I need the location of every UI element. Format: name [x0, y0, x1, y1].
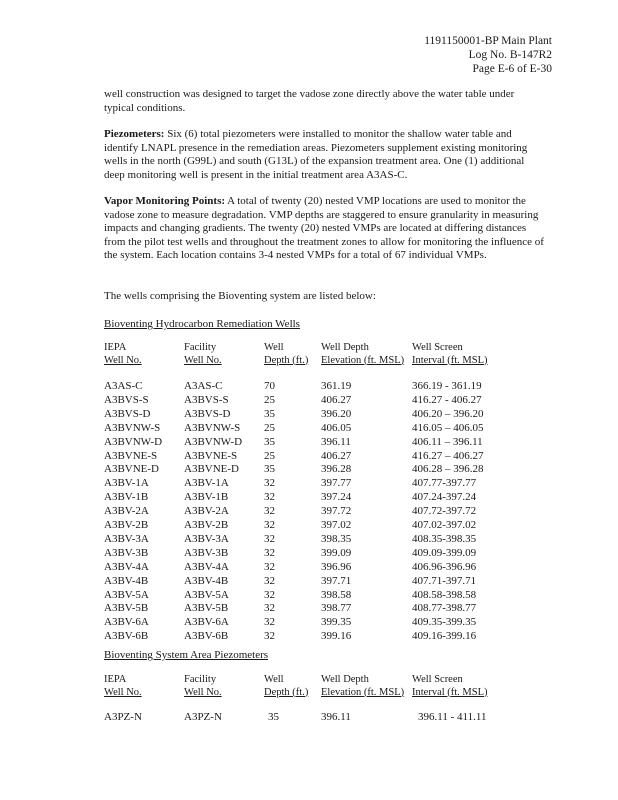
cell-well-depth: 32: [264, 505, 275, 518]
cell-facility-well-no: A3BV-5A: [184, 588, 229, 601]
piezometers-text: Six (6) total piezometers were installed to monitor the shallow water table and identify LNAPL presence in the remediation areas. Piezometers supplement existing monitoring wells in the north (G99L) and south (G13L) of the expansion treatment area. One (1) additional deep monitoring well is present in the initial treatment area A3AS-C.: [104, 128, 528, 181]
cell-screen-interval: 407.24-397.24: [412, 491, 477, 504]
table1-header-screen: [412, 342, 488, 367]
intro-paragraph: well construction was designed to target the vadose zone directly above the water table under typical conditions.: [104, 88, 515, 114]
cell-screen-interval: 407.72-397.72: [412, 505, 477, 518]
cell-well-depth: 32: [264, 574, 275, 587]
cell-screen-interval: 406.11 – 396.11: [412, 435, 483, 448]
header-text: IEPA: [104, 342, 127, 353]
cell-facility-well-no: A3BVS-S: [184, 393, 229, 406]
cell-iepa-well-no: A3BV-1B: [104, 491, 149, 504]
cell-elevation: 396.96: [321, 560, 352, 573]
cell-well-depth: 32: [264, 588, 275, 601]
cell-screen-interval: 409.35-399.35: [412, 616, 477, 629]
cell-screen-interval: 407.02-397.02: [412, 519, 477, 531]
cell-facility-well-no: A3BVNE-S: [184, 449, 238, 462]
cell-iepa-well-no: A3BV-2A: [104, 505, 149, 518]
cell-well-depth: 35: [264, 463, 275, 476]
header-text: Well Screen: [412, 674, 463, 685]
header-text: Well No.: [104, 686, 142, 698]
cell-screen-interval: 366.19 - 361.19: [412, 380, 482, 392]
cell-elevation: 396.20: [321, 407, 352, 420]
cell-elevation: 398.77: [321, 602, 352, 615]
cell-well-depth: 35: [264, 435, 275, 448]
table2-title: Bioventing System Area Piezometers: [104, 649, 269, 661]
piezometers-label: Piezometers:: [104, 128, 165, 140]
vmp-label: Vapor Monitoring Points:: [104, 195, 226, 207]
cell-facility-well-no: A3BV-5B: [184, 602, 229, 615]
cell-screen-interval: 407.71-397.71: [412, 574, 477, 587]
cell-elevation: 399.35: [321, 616, 352, 629]
cell-elevation: 397.72: [321, 505, 352, 518]
piezometers-paragraph: [104, 128, 546, 182]
cell-facility-well-no: A3BV-3B: [184, 546, 229, 559]
cell-facility-well-no: A3BV-4B: [184, 574, 229, 587]
cell-iepa-well-no: A3BVNW-S: [104, 421, 161, 434]
header-text: Interval (ft. MSL): [412, 686, 488, 698]
cell-iepa-well-no: A3BVNE-S: [104, 449, 158, 462]
vmp-paragraph: [104, 195, 546, 263]
table1-header-facility: [184, 342, 222, 367]
cell-well-depth: 32: [264, 630, 275, 643]
cell-screen-interval: 407.77-397.77: [412, 477, 477, 490]
cell-iepa-well-no: A3AS-C: [104, 380, 143, 392]
cell-elevation: 397.24: [321, 491, 352, 504]
piezometers-table: [104, 674, 524, 734]
cell-elevation: 399.16: [321, 630, 352, 643]
cell-iepa-well-no: A3BVNW-D: [104, 435, 163, 448]
header-text: Well Depth: [321, 674, 369, 685]
cell-facility-well-no: A3BV-3A: [184, 532, 229, 545]
cell-well-depth: 32: [264, 602, 275, 615]
cell-iepa-well-no: A3BV-4A: [104, 560, 149, 573]
cell-facility-well-no: A3BV-1A: [184, 477, 229, 490]
table1-header-depth: [264, 342, 308, 367]
cell-elevation: 396.11: [321, 711, 351, 723]
cell-well-depth: 32: [264, 532, 275, 545]
cell-well-depth: 25: [264, 393, 275, 406]
cell-well-depth: 70: [264, 380, 275, 392]
cell-screen-interval: 406.96-396.96: [412, 560, 477, 573]
cell-iepa-well-no: A3BV-5A: [104, 588, 149, 601]
cell-iepa-well-no: A3BV-1A: [104, 477, 149, 490]
header-text: Well: [264, 674, 284, 685]
cell-facility-well-no: A3BV-6B: [184, 630, 229, 643]
cell-elevation: 397.71: [321, 574, 352, 587]
cell-facility-well-no: A3AS-C: [184, 380, 223, 392]
cell-iepa-well-no: A3BV-6A: [104, 616, 149, 629]
cell-elevation: 398.35: [321, 532, 352, 545]
cell-iepa-well-no: A3BVS-D: [104, 407, 151, 420]
cell-screen-interval: 408.35-398.35: [412, 532, 477, 545]
cell-screen-interval: 396.11 - 411.11: [418, 711, 487, 723]
cell-iepa-well-no: A3BV-5B: [104, 602, 149, 615]
cell-well-depth: 25: [264, 449, 275, 462]
header-text: Well Depth: [321, 342, 369, 353]
cell-well-depth: 35: [268, 711, 279, 723]
cell-screen-interval: 416.27 - 406.27: [412, 393, 482, 406]
cell-elevation: 397.02: [321, 519, 352, 531]
cell-elevation: 396.28: [321, 463, 352, 476]
header-text: Well No.: [184, 686, 222, 698]
table2-header-iepa: [104, 674, 142, 699]
cell-well-depth: 35: [264, 407, 275, 420]
header-text: Depth (ft.): [264, 686, 309, 698]
header-text: Interval (ft. MSL): [412, 354, 488, 366]
table2-header-screen: [412, 674, 488, 699]
cell-elevation: 396.11: [321, 435, 351, 448]
cell-well-depth: 32: [264, 616, 275, 629]
table1-header-iepa: [104, 342, 142, 367]
cell-facility-well-no: A3BVNE-D: [184, 463, 239, 476]
cell-well-depth: 32: [264, 491, 275, 504]
cell-iepa-well-no: A3BVS-S: [104, 393, 149, 406]
header-text: Elevation (ft. MSL): [321, 354, 405, 366]
cell-screen-interval: 408.77-398.77: [412, 602, 477, 615]
cell-well-depth: 32: [264, 477, 275, 490]
vmp-text: A total of twenty (20) nested VMP locations are used to monitor the vadose zone to measure degradation. VMP depths are staggered to ensure granularity in measuring impacts and changing gradients. The twenty (20) nested VMPs are located at differing distances from the pilot test wells and throughout the treatment zones to allow for monitoring the influence of the system. Each location contains 3-4 nested VMPs for a total of 67 individual VMPs.: [104, 195, 544, 262]
cell-facility-well-no: A3BV-6A: [184, 616, 229, 629]
cell-iepa-well-no: A3BV-6B: [104, 630, 149, 643]
cell-well-depth: 25: [264, 421, 275, 434]
cell-well-depth: 32: [264, 560, 275, 573]
header-log-number: Log No. B-147R2: [468, 49, 552, 61]
remediation-wells-table: [104, 342, 524, 642]
cell-elevation: 361.19: [321, 380, 352, 392]
cell-facility-well-no: A3BVNW-S: [184, 421, 241, 434]
cell-facility-well-no: A3BV-1B: [184, 491, 229, 504]
cell-facility-well-no: A3BV-4A: [184, 560, 229, 573]
table2-header-depth: [264, 674, 308, 699]
table2-header-elevation: [321, 674, 404, 699]
cell-elevation: 406.27: [321, 449, 352, 462]
header-text: Depth (ft.): [264, 354, 309, 366]
table1-title: Bioventing Hydrocarbon Remediation Wells: [104, 318, 300, 330]
table1-header-elevation: [321, 342, 404, 367]
cell-iepa-well-no: A3PZ-N: [104, 711, 142, 723]
header-text: IEPA: [104, 674, 127, 685]
cell-iepa-well-no: A3BVNE-D: [104, 463, 159, 476]
cell-screen-interval: 416.27 – 406.27: [412, 449, 484, 462]
cell-facility-well-no: A3BVNW-D: [184, 435, 243, 448]
header-text: Well No.: [184, 354, 222, 366]
cell-well-depth: 32: [264, 519, 275, 531]
table2-header-facility: [184, 674, 222, 699]
cell-facility-well-no: A3BV-2B: [184, 519, 229, 531]
cell-screen-interval: 406.28 – 396.28: [412, 463, 484, 476]
cell-elevation: 397.77: [321, 477, 352, 490]
cell-screen-interval: 416.05 – 406.05: [412, 421, 484, 434]
header-text: Facility: [184, 342, 217, 353]
cell-screen-interval: 409.09-399.09: [412, 546, 477, 559]
cell-iepa-well-no: A3BV-2B: [104, 519, 149, 531]
header-text: Well Screen: [412, 342, 463, 353]
cell-iepa-well-no: A3BV-3B: [104, 546, 149, 559]
header-text: Well No.: [104, 354, 142, 366]
cell-iepa-well-no: A3BV-3A: [104, 532, 149, 545]
wells-intro-paragraph: The wells comprising the Bioventing system are listed below:: [104, 290, 376, 302]
cell-screen-interval: 408.58-398.58: [412, 588, 477, 601]
cell-iepa-well-no: A3BV-4B: [104, 574, 149, 587]
cell-facility-well-no: A3BV-2A: [184, 505, 229, 518]
header-project: 1191150001-BP Main Plant: [424, 35, 552, 47]
cell-facility-well-no: A3PZ-N: [184, 711, 222, 723]
header-text: Elevation (ft. MSL): [321, 686, 405, 698]
cell-elevation: 398.58: [321, 588, 352, 601]
cell-elevation: 406.05: [321, 421, 352, 434]
cell-elevation: 399.09: [321, 546, 352, 559]
header-text: Facility: [184, 674, 217, 685]
header-text: Well: [264, 342, 284, 353]
cell-elevation: 406.27: [321, 393, 352, 406]
cell-screen-interval: 406.20 – 396.20: [412, 407, 484, 420]
header-page-number: Page E-6 of E-30: [472, 63, 552, 75]
page-header: [424, 34, 552, 76]
cell-facility-well-no: A3BVS-D: [184, 407, 231, 420]
cell-well-depth: 32: [264, 546, 275, 559]
cell-screen-interval: 409.16-399.16: [412, 630, 477, 643]
